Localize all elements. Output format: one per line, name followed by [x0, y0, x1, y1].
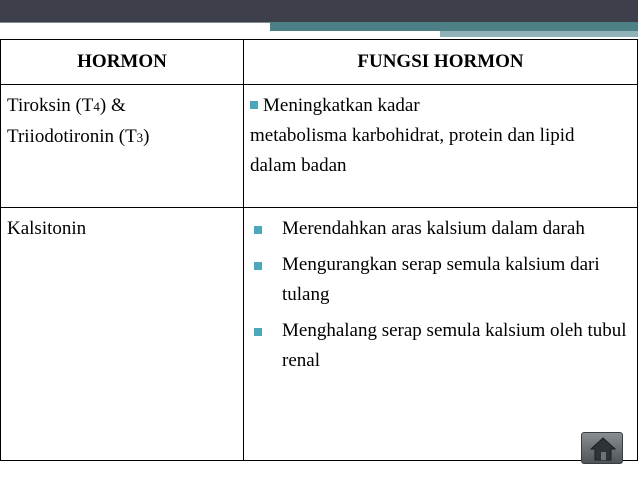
hormone-name: Kalsitonin — [7, 218, 87, 239]
table-row — [1, 208, 638, 461]
list-item: Menghalang serap semula kalsium oleh tubul renal — [250, 316, 631, 376]
table-row — [1, 85, 638, 208]
hormone-name-line: Triiodotironin (T3) — [7, 126, 150, 147]
table-header-row — [1, 40, 638, 85]
function-list — [250, 214, 631, 376]
slide-accent-stripe-light — [440, 31, 638, 37]
list-item: Merendahkan aras kalsium dalam darah — [250, 214, 631, 244]
header-function: FUNGSI HORMON — [244, 40, 638, 85]
home-icon — [590, 437, 616, 461]
bullet-icon — [254, 328, 262, 336]
function-first-line: Meningkatkan kadar — [250, 91, 631, 121]
hormone-cell — [1, 85, 244, 208]
home-button[interactable] — [581, 432, 623, 464]
slide-top-bar — [0, 0, 638, 22]
header-hormone: HORMON — [1, 40, 244, 85]
hormone-table — [0, 39, 638, 461]
bullet-icon — [250, 101, 258, 109]
bullet-icon — [254, 226, 262, 234]
slide-accent-line — [0, 22, 270, 23]
hormone-cell — [1, 208, 244, 461]
hormone-name-line: Tiroksin (T4) & — [7, 95, 126, 116]
slide-accent-stripe — [270, 22, 638, 31]
function-cell — [244, 208, 638, 461]
function-cell — [244, 85, 638, 208]
bullet-icon — [254, 262, 262, 270]
list-item: Mengurangkan serap semula kalsium dari tulang — [250, 250, 631, 310]
function-text: metabolisma karbohidrat, protein dan lipid dalam badan — [250, 125, 575, 176]
